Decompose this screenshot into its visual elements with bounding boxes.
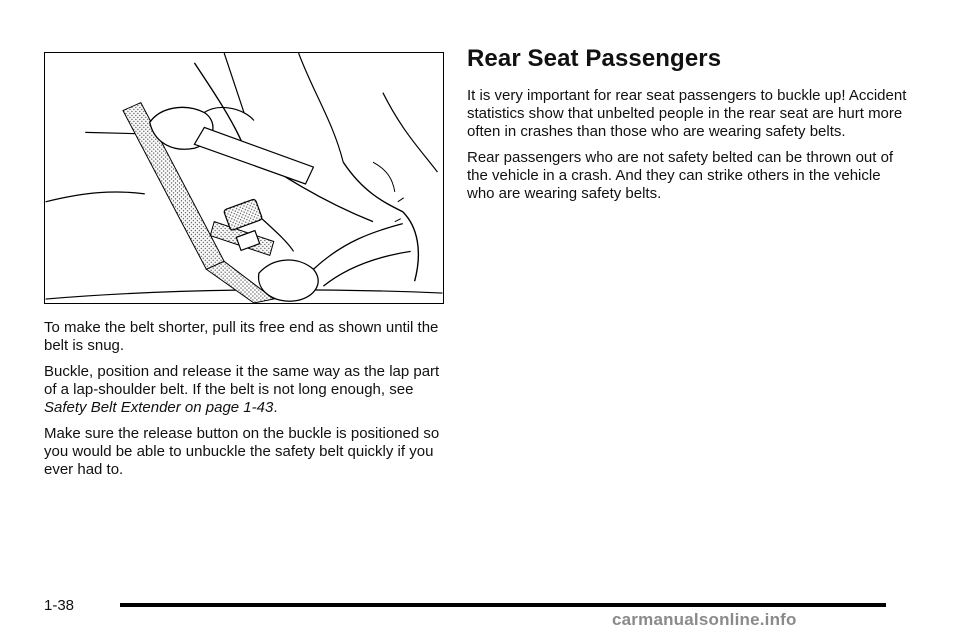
footer-rule [120,603,886,607]
left-column [44,319,454,487]
rear-seat-heading: Rear Seat Passengers [467,45,722,72]
watermark: carmanualsonline.info [612,610,797,629]
right-column [467,87,907,211]
buckle-paragraph-text: Buckle, position and release it the same way as the lap part of a lap-shoulder belt. If the belt is not long enough, see [44,363,440,398]
release-button-paragraph: Make sure the release button on the buckle is positioned so you would be able to unbuckle the safety belt quickly if you ever had to. [44,425,440,478]
buckle-paragraph [44,363,454,417]
lap-belt-drawing [45,53,443,303]
thrown-out-paragraph: Rear passengers who are not safety belted can be thrown out of the vehicle in a crash. And they can strike others in the vehicle who are wearing safety belts. [467,149,894,202]
belt-extender-link[interactable]: Safety Belt Extender on page 1-43 [44,399,274,416]
lap-belt-illustration [44,52,444,304]
page-number: 1-38 [44,597,75,614]
shorten-belt-paragraph: To make the belt shorter, pull its free end as shown until the belt is snug. [44,319,439,354]
importance-paragraph: It is very important for rear seat passengers to buckle up! Accident statistics show that unbelted people in the rear seat are hurt more often in crashes than those who are wearing safety belts. [467,87,907,140]
buckle-paragraph-end: . [273,399,278,416]
